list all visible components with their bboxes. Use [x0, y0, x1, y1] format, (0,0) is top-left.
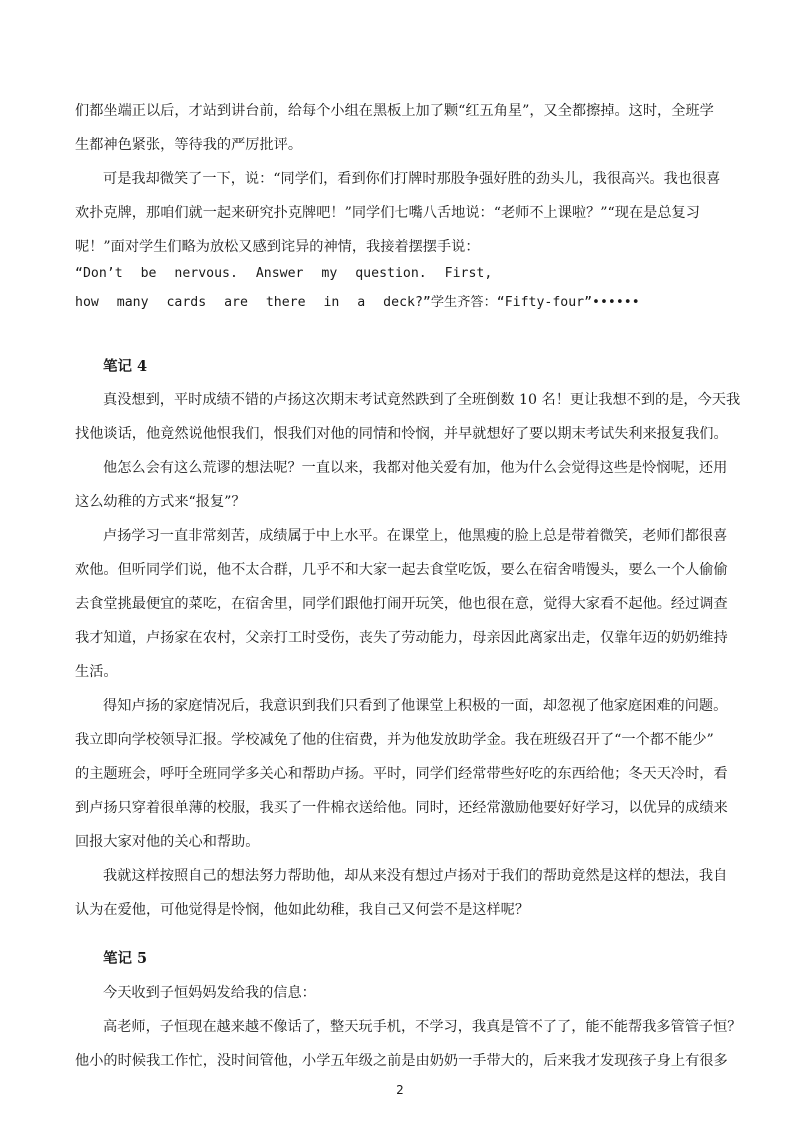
text-line: 到卢扬只穿着很单薄的校服，我买了一件棉衣送给他。同时，还经常激励他要好好学习，以优异的成绩来 [75, 800, 728, 816]
text-line: 呢！”面对学生们略为放松又感到诧异的神情，我接着摆摆手说： [75, 239, 480, 255]
text-line: 欢扑克牌，那咱们就一起来研究扑克牌吧！”同学们七嘴八舌地说：“老师不上课啦？”“现在是总复习 [75, 205, 700, 221]
text-line: 生都神色紧张，等待我的严厉批评。 [75, 137, 303, 153]
section-heading: 笔记 4 [103, 358, 148, 375]
text-line: 我立即向学校领导汇报。学校减免了他的住宿费，并为他发放助学金。我在班级召开了“一个都不能少” [75, 732, 714, 748]
text-line: 他怎么会有这么荒谬的想法呢？一直以来，我都对他关爱有加，他为什么会觉得这些是怜悯呢，还用 [103, 460, 728, 476]
text-line: 去食堂挑最便宜的菜吃，在宿舍里，同学们跟他打闹开玩笑，他也很在意，觉得大家看不起他。经过调查 [75, 596, 728, 612]
text-line: 得知卢扬的家庭情况后，我意识到我们只看到了他课堂上积极的一面，却忽视了他家庭困难的问题。 [103, 698, 728, 714]
text-line: 认为在爱他，可他觉得是怜悯，他如此幼稚，我自己又何尝不是这样呢？ [75, 902, 530, 918]
text-line: 这么幼稚的方式来“报复”？ [75, 494, 246, 510]
text-line: 找他谈话，他竟然说他恨我们，恨我们对他的同情和怜悯，并早就想好了要以期末考试失利来报复我们。 [75, 426, 728, 442]
text-line: 今天收到子恒妈妈发给我的信息： [103, 985, 316, 1001]
text-line: 我才知道，卢扬家在农村，父亲打工时受伤，丧失了劳动能力，母亲因此离家出走，仅靠年迈的奶奶维持 [75, 630, 728, 646]
english-line: “Don’t be nervous. Answer my question. First, [75, 266, 493, 281]
text-line: 生活。 [75, 664, 118, 680]
text-line: 高老师，子恒现在越来越不像话了，整天玩手机，不学习，我真是管不了了，能不能帮我多管管子恒？ [103, 1019, 742, 1035]
page-number: 2 [396, 1083, 404, 1097]
text-line: 可是我却微笑了一下，说：“同学们，看到你们打牌时那股争强好胜的劲头儿，我很高兴。我也很喜 [103, 171, 721, 187]
text-line: 回报大家对他的关心和帮助。 [75, 834, 260, 850]
text-line: 卢扬学习一直非常刻苦，成绩属于中上水平。在课堂上，他黑瘦的脸上总是带着微笑，老师们都很喜 [103, 528, 728, 544]
text-line: 的主题班会，呼吁全班同学多关心和帮助卢扬。平时，同学们经常带些好吃的东西给他；冬天天冷时，看 [75, 766, 728, 782]
text-line: 们都坐端正以后，才站到讲台前，给每个小组在黑板上加了颗“红五角星”，又全都擦掉。这时，全班学 [75, 103, 714, 119]
text-line: 我就这样按照自己的想法努力帮助他，却从来没有想过卢扬对于我们的帮助竟然是这样的想法，我自 [103, 868, 728, 884]
text-line: 欢他。但听同学们说，他不太合群，几乎不和大家一起去食堂吃饭，要么在宿舍啃馒头，要么一个人偷偷 [75, 562, 728, 578]
text-line: 真没想到，平时成绩不错的卢扬这次期末考试竟然跌到了全班倒数 10 名！更让我想不到的是，今天我 [103, 392, 741, 408]
text-line: 他小的时候我工作忙，没时间管他，小学五年级之前是由奶奶一手带大的，后来我才发现孩子身上有很多 [75, 1053, 728, 1069]
section-heading: 笔记 5 [103, 950, 148, 967]
english-line: how many cards are there in a deck?”学生齐答：“Fifty-four”•••••• [75, 295, 640, 310]
